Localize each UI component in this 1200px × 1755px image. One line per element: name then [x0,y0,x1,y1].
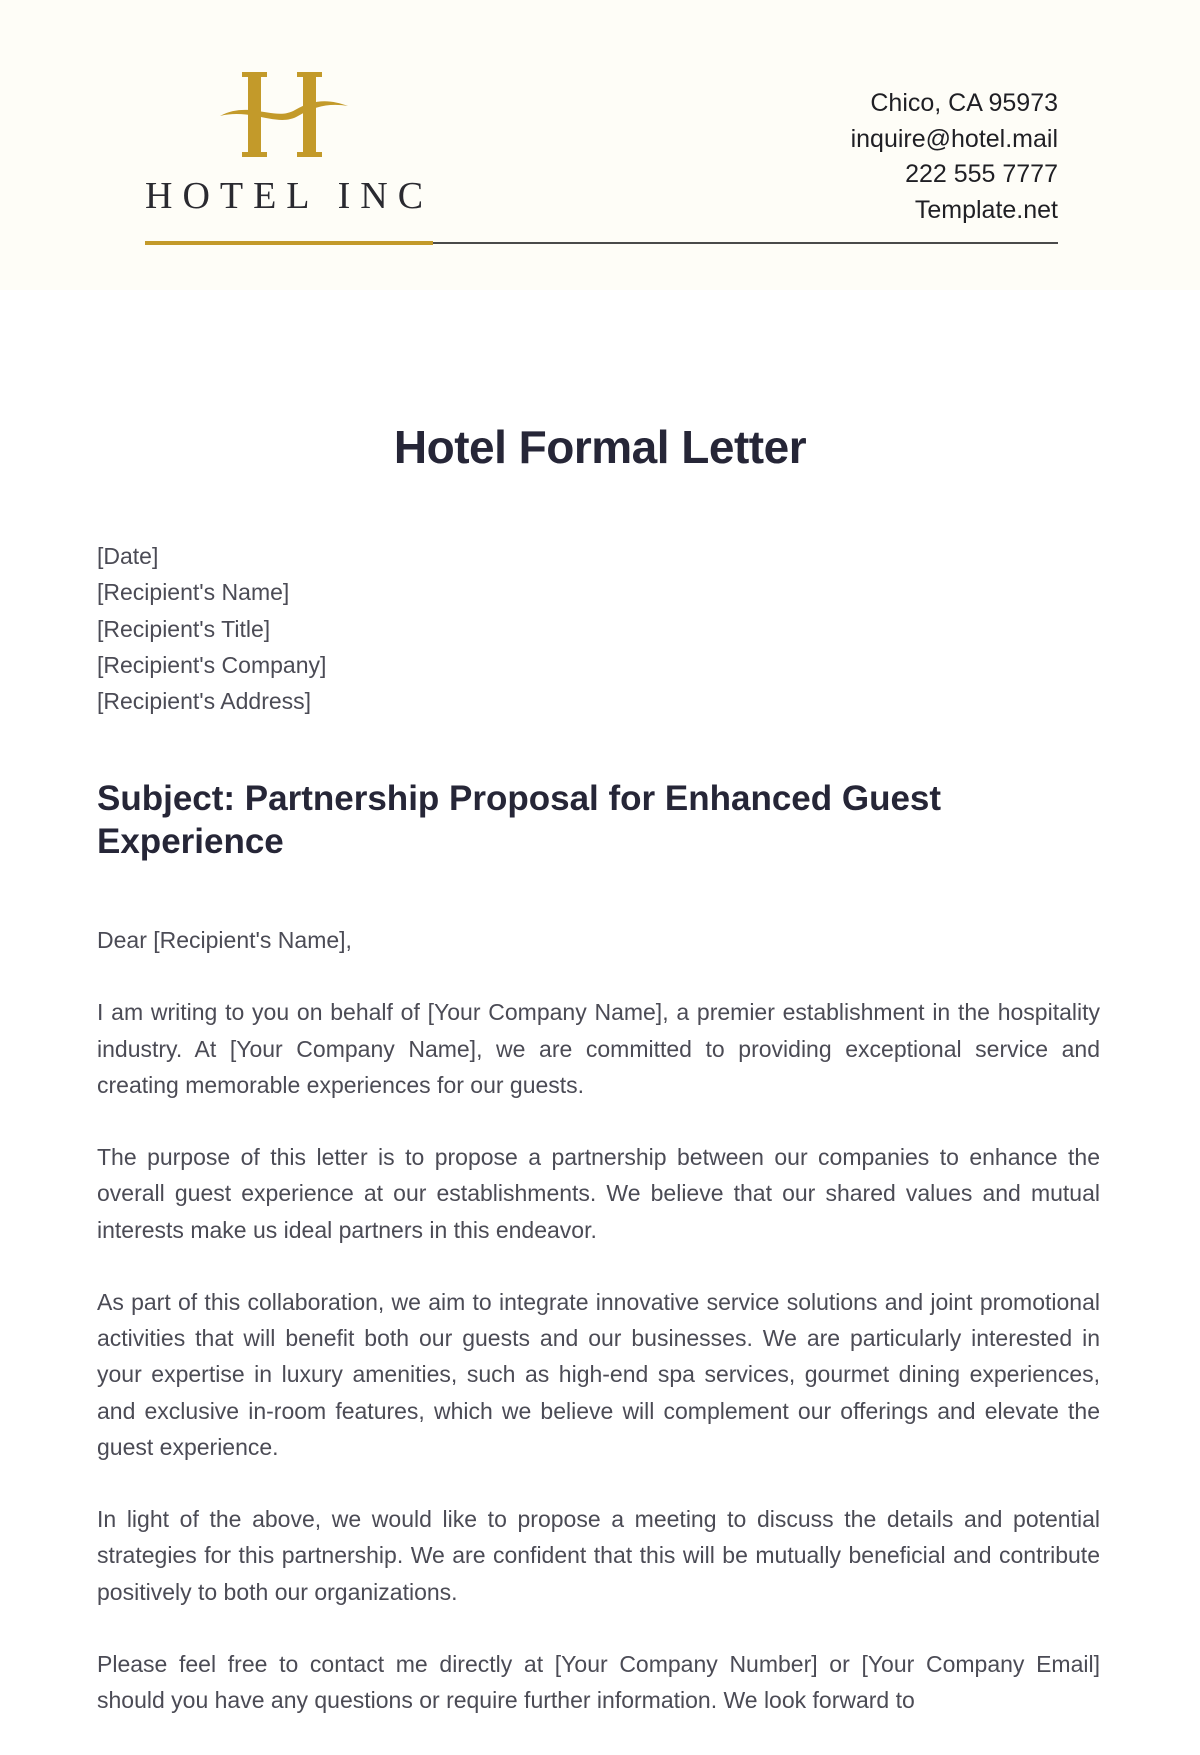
letter-body [97,922,1100,1755]
hotel-logo [145,70,434,220]
recipient-block [97,538,326,719]
recipient-title: [Recipient's Title] [97,615,271,642]
brand-name: HOTEL INC [145,175,434,217]
recipient-address: [Recipient's Address] [97,688,312,715]
paragraph: Please feel free to contact me directly at [Your Company Number] or [Your Company Email] should you have any questions or require further information. We look forward to [97,1650,1100,1714]
page-title: Hotel Formal Letter [393,421,807,473]
contact-email[interactable]: inquire@hotel.mail [850,124,1058,153]
contact-location: Chico, CA 95973 [870,89,1058,117]
recipient-name: [Recipient's Name] [97,579,290,606]
paragraph: The purpose of this letter is to propose a partnership between our companies to enhance the overall guest experience at our establishments. We believe that our shared values and mutual interests make us ideal partners in this endeavor. [97,1144,1100,1243]
letter-subject: Subject: Partnership Proposal for Enhanced Guest Experience [97,779,942,861]
paragraph: In light of the above, we would like to propose a meeting to discuss the details and potential strategies for this partnership. We are confident that this will be mutually beneficial and contribute positively to both our organizations. [97,1506,1100,1605]
header-divider-accent [145,241,433,245]
contact-phone: 222 555 7777 [905,160,1058,188]
paragraph: I am writing to you on behalf of [Your Company Name], a premier establishment in the hospitality industry. At [Your Company Name], we are committed to providing exceptional service and creating memorable experiences for our guests. [97,999,1100,1098]
header-divider [433,242,1058,244]
paragraph: As part of this collaboration, we aim to integrate innovative service solutions and joint promotional activities that will benefit both our guests and our businesses. We are particularly interested in your expertise in luxury amenities, such as high-end spa services, gourmet dining experiences, and exclusive in-room features, which we believe will complement our offerings and elevate the guest experience. [97,1288,1100,1460]
contact-block [851,86,1058,228]
letterhead [0,0,1200,290]
greeting: Dear [Recipient's Name], [97,927,352,953]
hotel-h-monogram-icon [220,70,350,162]
recipient-company: [Recipient's Company] [97,651,327,678]
contact-website[interactable]: Template.net [914,195,1058,224]
letter-date: [Date] [97,543,159,569]
